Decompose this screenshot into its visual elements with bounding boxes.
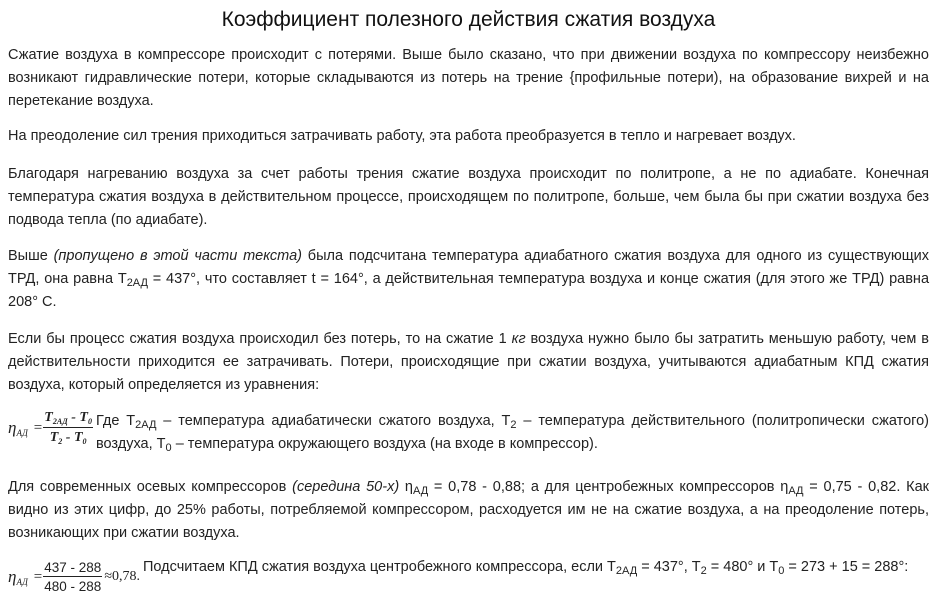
denominator: 480 - 288 bbox=[44, 579, 102, 594]
italic-note: (пропущено в этой части текста) bbox=[53, 248, 302, 264]
paragraph-polytrope: Благодаря нагреванию воздуха за счет работы трения сжатие воздуха происходит по политропе, а не по адиабате. Конечная температура сжатия воздуха в действительном процессе, происходящем по политропе, больше, чем была бы при сжатии воздуха без подвода тепла (по адиабате). bbox=[8, 166, 929, 228]
eta-symbol: $\eta_{АД}$ bbox=[8, 418, 28, 438]
subscript: 2АД bbox=[126, 277, 148, 289]
equals-sign: = bbox=[33, 568, 43, 585]
denominator: $T_2 - T_0$ bbox=[49, 430, 87, 446]
formula-block-calculation bbox=[8, 556, 929, 594]
efficiency-formula bbox=[8, 410, 93, 446]
paragraph-temperature bbox=[8, 245, 929, 314]
paragraph-efficiency-intro bbox=[8, 328, 929, 397]
paragraph-friction: На преодоление сил трения приходиться затрачивать работу, эта работа преобразуется в тепло и нагревает воздух. bbox=[8, 128, 796, 144]
page-title: Коэффициент полезного действия сжатия воздуха bbox=[221, 8, 716, 31]
paragraph-modern-compressors: Для современных осевых компрессоров (середина 50-х) $\eta_{АД} = 0,78 - 0,88$; а для центробежных компрессоров $\eta_{АД} = 0,75 - 0,82$. Как видно из этих цифр, до 25% работы, потребляемой компрессором, расходуется им не на сжатие воздуха, а на преодоление потерь, возникающих при сжатии воздуха. bbox=[8, 479, 929, 541]
text: была подсчитана температура адиабатного сжатия воздуха для одного из существующих ТРД, она равна Т bbox=[8, 248, 929, 287]
numerator: $T_{2АД} - T_0$ bbox=[44, 410, 92, 426]
italic-note: (середина 50-х) bbox=[292, 479, 400, 495]
text: = 437°, что составляет t = 164°, а действительная температура воздуха и конце сжатия (для этого же ТРД) равна 208° С. bbox=[8, 271, 930, 310]
equals-sign: = bbox=[33, 419, 43, 436]
formula-explanation: Где $Т_{2АД}$ – температура адиабатически сжатого воздуха, $Т_2$ – температура действительного (политропически сжатого) воздуха, $Т_0$ – температура окружающего воздуха (на входе в компрессор). bbox=[95, 413, 929, 454]
text: Выше bbox=[8, 248, 54, 264]
paragraph-intro: Сжатие воздуха в компрессоре происходит с потерями. Выше было сказано, что при движении воздуха по компрессору неизбежно возникают гидравлические потери, которые складываются из потерь на трение {профильные потери), на образование вихрей и на перетекание воздуха. bbox=[8, 47, 929, 109]
approx-result: ≈0,78. bbox=[104, 569, 140, 584]
formula-block-definition bbox=[8, 410, 929, 456]
fraction bbox=[43, 560, 102, 594]
text: Если бы процесс сжатия воздуха происходил без потерь, то на сжатие 1 bbox=[8, 331, 512, 347]
eta-symbol: $\eta_{АД}$ bbox=[8, 567, 28, 587]
numerator: 437 - 288 bbox=[44, 560, 102, 575]
italic-unit: кг bbox=[511, 331, 526, 347]
calculation-formula bbox=[8, 560, 140, 594]
calculation-explanation: Подсчитаем КПД сжатия воздуха центробежного компрессора, если $Т_{2АД} = 437^\circ$, $Т_2 = 480^\circ$ и $Т_0 = 273 + 15 = 288^\circ$: bbox=[143, 559, 909, 577]
fraction bbox=[43, 410, 93, 446]
text: воздуха нужно было бы затратить меньшую работу, чем в действительности приходится ее затрачивать. Потери, происходящие при сжатии воздуха, учитываются адиабатным КПД сжатия воздуха, который определяется из уравнения: bbox=[8, 331, 929, 393]
